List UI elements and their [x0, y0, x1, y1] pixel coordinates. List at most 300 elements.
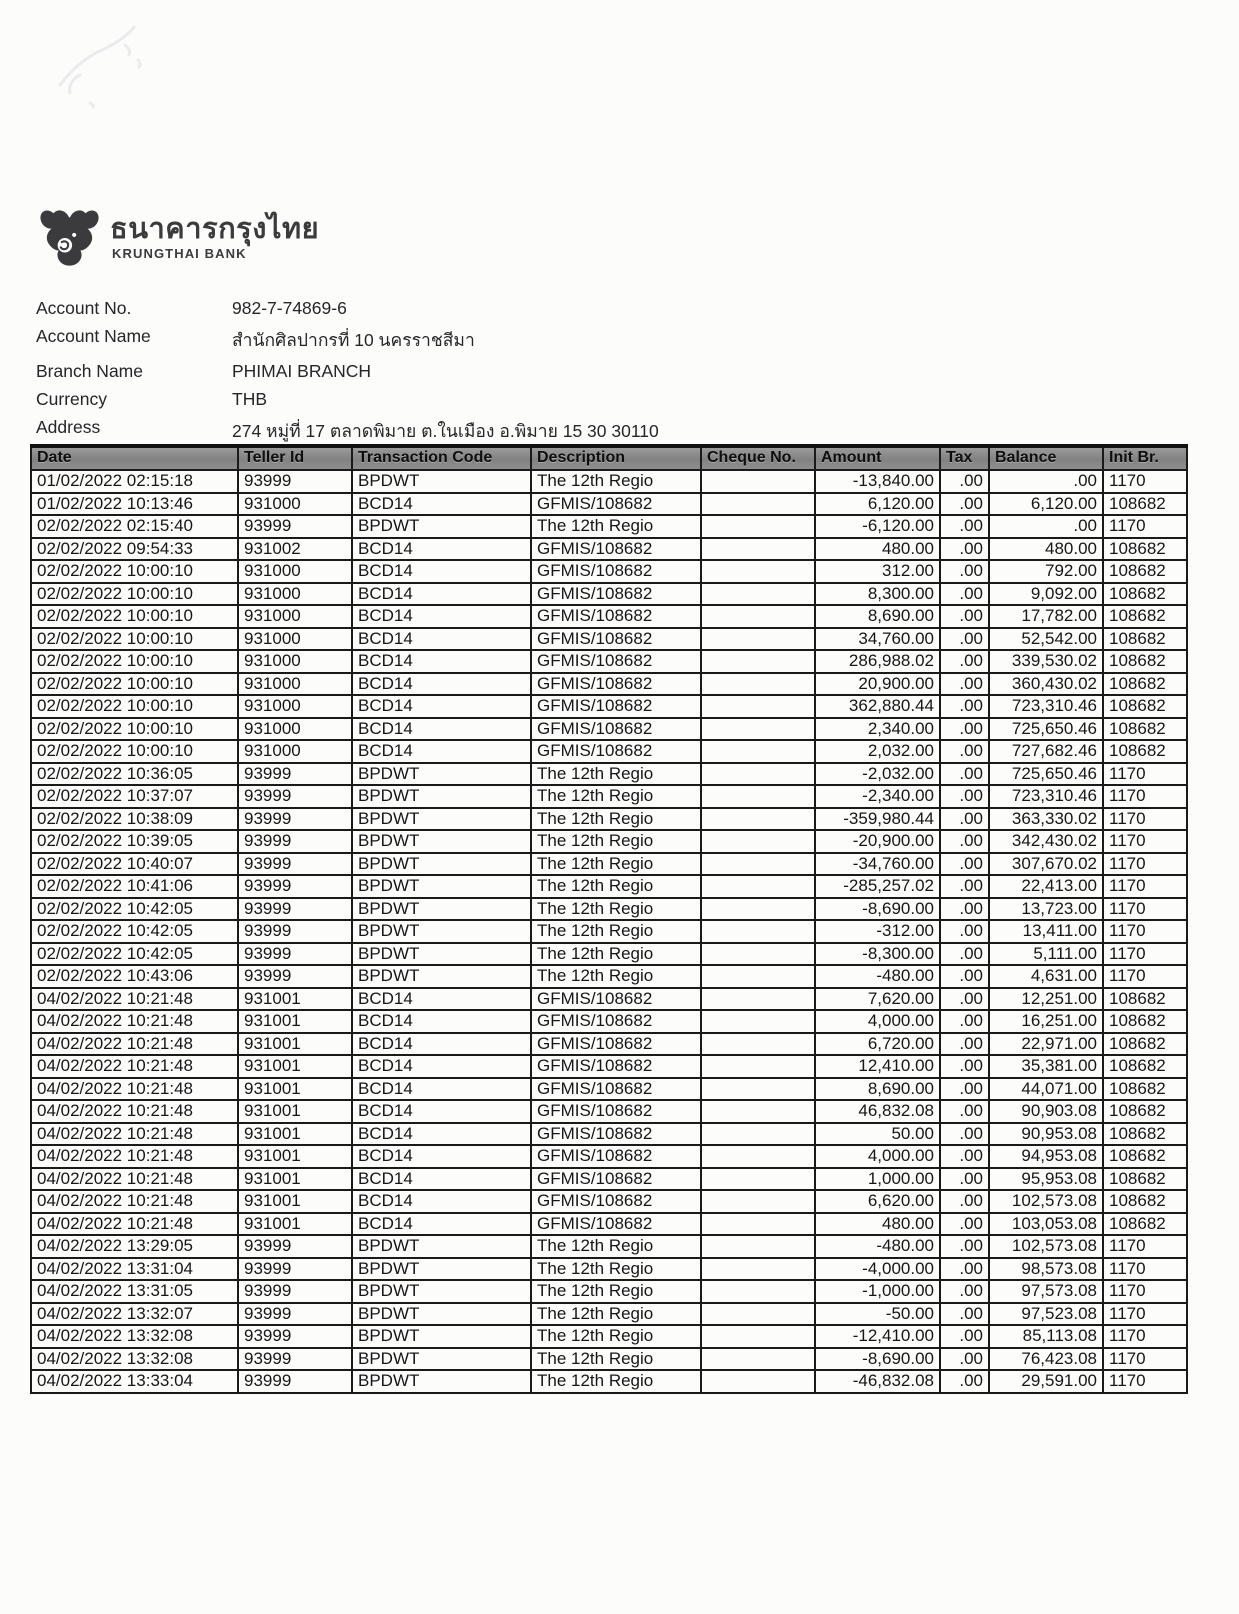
cell-cheque-no: [701, 695, 815, 718]
cell-transaction-code: BCD14: [352, 1213, 531, 1236]
cell-teller-id: 93999: [238, 898, 352, 921]
cell-teller-id: 93999: [238, 875, 352, 898]
cell-date: 04/02/2022 10:21:48: [31, 1010, 238, 1033]
cell-description: GFMIS/108682: [531, 1010, 701, 1033]
address-label: Address: [36, 417, 101, 437]
table-row: [31, 785, 1187, 808]
branch-name-value: PHIMAI BRANCH: [232, 361, 372, 381]
cell-balance: 9,092.00: [989, 583, 1103, 606]
cell-date: 02/02/2022 10:39:05: [31, 830, 238, 853]
cell-teller-id: 931001: [238, 1123, 352, 1146]
cell-date: 04/02/2022 10:21:48: [31, 1033, 238, 1056]
cell-init-br: 1170: [1103, 1258, 1187, 1281]
cell-date: 02/02/2022 10:42:05: [31, 920, 238, 943]
cell-amount: 4,000.00: [815, 1010, 940, 1033]
pencil-scribble-mark: [30, 5, 210, 115]
cell-description: The 12th Regio: [531, 1258, 701, 1281]
cell-description: GFMIS/108682: [531, 493, 701, 516]
cell-amount: -8,690.00: [815, 1348, 940, 1371]
cell-tax: .00: [940, 673, 989, 696]
cell-amount: 8,690.00: [815, 1078, 940, 1101]
cell-date: 02/02/2022 10:00:10: [31, 650, 238, 673]
cell-teller-id: 931001: [238, 988, 352, 1011]
cell-description: The 12th Regio: [531, 808, 701, 831]
cell-amount: 6,120.00: [815, 493, 940, 516]
cell-tax: .00: [940, 628, 989, 651]
col-header-tax: Tax: [940, 446, 989, 470]
cell-amount: 2,340.00: [815, 718, 940, 741]
cell-init-br: 1170: [1103, 898, 1187, 921]
cell-date: 04/02/2022 10:21:48: [31, 1213, 238, 1236]
cell-transaction-code: BCD14: [352, 740, 531, 763]
cell-balance: 725,650.46: [989, 763, 1103, 786]
cell-balance: 29,591.00: [989, 1370, 1103, 1393]
cell-balance: 13,411.00: [989, 920, 1103, 943]
cell-date: 02/02/2022 10:00:10: [31, 628, 238, 651]
cell-teller-id: 93999: [238, 1325, 352, 1348]
cell-amount: -480.00: [815, 965, 940, 988]
cell-tax: .00: [940, 1100, 989, 1123]
krungthai-bird-logo-icon: [38, 205, 100, 269]
cell-balance: 725,650.46: [989, 718, 1103, 741]
cell-transaction-code: BPDWT: [352, 470, 531, 493]
col-header-init-br: Init Br.: [1103, 446, 1187, 470]
table-row: [31, 943, 1187, 966]
cell-teller-id: 931000: [238, 650, 352, 673]
cell-transaction-code: BCD14: [352, 1100, 531, 1123]
col-header-transaction-code: Transaction Code: [352, 446, 531, 470]
cell-amount: -6,120.00: [815, 515, 940, 538]
cell-description: GFMIS/108682: [531, 1168, 701, 1191]
cell-description: The 12th Regio: [531, 1303, 701, 1326]
cell-cheque-no: [701, 718, 815, 741]
cell-amount: 46,832.08: [815, 1100, 940, 1123]
cell-init-br: 108682: [1103, 1213, 1187, 1236]
cell-transaction-code: BCD14: [352, 1055, 531, 1078]
cell-tax: .00: [940, 1123, 989, 1146]
table-row: [31, 1348, 1187, 1371]
bank-name-english: KRUNGTHAI BANK: [112, 245, 247, 261]
cell-description: GFMIS/108682: [531, 538, 701, 561]
table-row: [31, 1213, 1187, 1236]
cell-transaction-code: BCD14: [352, 493, 531, 516]
cell-tax: .00: [940, 1010, 989, 1033]
table-row: [31, 1123, 1187, 1146]
cell-description: The 12th Regio: [531, 875, 701, 898]
table-row: [31, 1190, 1187, 1213]
cell-date: 02/02/2022 10:00:10: [31, 673, 238, 696]
cell-balance: 17,782.00: [989, 605, 1103, 628]
col-header-description: Description: [531, 446, 701, 470]
cell-teller-id: 931001: [238, 1010, 352, 1033]
cell-init-br: 1170: [1103, 853, 1187, 876]
cell-teller-id: 931000: [238, 673, 352, 696]
cell-date: 04/02/2022 13:32:08: [31, 1348, 238, 1371]
cell-balance: .00: [989, 470, 1103, 493]
cell-amount: -46,832.08: [815, 1370, 940, 1393]
table-row: [31, 560, 1187, 583]
account-no-value: 982-7-74869-6: [232, 298, 347, 318]
account-no-row: [36, 298, 1036, 319]
cell-tax: .00: [940, 1168, 989, 1191]
cell-tax: .00: [940, 695, 989, 718]
table-row: [31, 1010, 1187, 1033]
table-row: [31, 650, 1187, 673]
cell-amount: 312.00: [815, 560, 940, 583]
cell-cheque-no: [701, 1123, 815, 1146]
cell-date: 02/02/2022 02:15:40: [31, 515, 238, 538]
cell-tax: .00: [940, 1325, 989, 1348]
cell-balance: 342,430.02: [989, 830, 1103, 853]
cell-tax: .00: [940, 1190, 989, 1213]
table-row: [31, 1145, 1187, 1168]
cell-teller-id: 93999: [238, 1348, 352, 1371]
cell-teller-id: 931000: [238, 493, 352, 516]
cell-date: 02/02/2022 10:38:09: [31, 808, 238, 831]
cell-transaction-code: BCD14: [352, 1145, 531, 1168]
cell-tax: .00: [940, 1370, 989, 1393]
cell-cheque-no: [701, 1100, 815, 1123]
cell-amount: -480.00: [815, 1235, 940, 1258]
cell-amount: 50.00: [815, 1123, 940, 1146]
cell-teller-id: 93999: [238, 785, 352, 808]
cell-amount: 6,620.00: [815, 1190, 940, 1213]
cell-date: 04/02/2022 10:21:48: [31, 1190, 238, 1213]
cell-init-br: 1170: [1103, 830, 1187, 853]
cell-teller-id: 931001: [238, 1190, 352, 1213]
cell-transaction-code: BCD14: [352, 1190, 531, 1213]
cell-amount: 7,620.00: [815, 988, 940, 1011]
cell-amount: -359,980.44: [815, 808, 940, 831]
cell-init-br: 1170: [1103, 1348, 1187, 1371]
cell-cheque-no: [701, 830, 815, 853]
cell-amount: 8,300.00: [815, 583, 940, 606]
cell-date: 04/02/2022 10:21:48: [31, 1123, 238, 1146]
cell-description: GFMIS/108682: [531, 560, 701, 583]
cell-description: The 12th Regio: [531, 1325, 701, 1348]
cell-date: 02/02/2022 10:40:07: [31, 853, 238, 876]
cell-cheque-no: [701, 1033, 815, 1056]
cell-amount: -8,300.00: [815, 943, 940, 966]
cell-balance: 16,251.00: [989, 1010, 1103, 1033]
cell-cheque-no: [701, 875, 815, 898]
cell-init-br: 1170: [1103, 515, 1187, 538]
cell-amount: -2,032.00: [815, 763, 940, 786]
table-row: [31, 1055, 1187, 1078]
cell-transaction-code: BPDWT: [352, 1370, 531, 1393]
cell-balance: 6,120.00: [989, 493, 1103, 516]
cell-teller-id: 93999: [238, 943, 352, 966]
cell-tax: .00: [940, 740, 989, 763]
cell-transaction-code: BPDWT: [352, 1235, 531, 1258]
cell-amount: 34,760.00: [815, 628, 940, 651]
cell-description: The 12th Regio: [531, 1348, 701, 1371]
cell-init-br: 1170: [1103, 470, 1187, 493]
cell-description: The 12th Regio: [531, 898, 701, 921]
cell-amount: -285,257.02: [815, 875, 940, 898]
cell-tax: .00: [940, 1235, 989, 1258]
cell-description: The 12th Regio: [531, 1280, 701, 1303]
account-name-value: สำนักศิลปากรที่ 10 นครราชสีมา: [232, 330, 475, 350]
cell-cheque-no: [701, 1370, 815, 1393]
col-header-amount: Amount: [815, 446, 940, 470]
cell-balance: 13,723.00: [989, 898, 1103, 921]
table-row: [31, 920, 1187, 943]
cell-teller-id: 931000: [238, 718, 352, 741]
table-row: [31, 898, 1187, 921]
cell-teller-id: 93999: [238, 965, 352, 988]
account-name-row: [36, 326, 1036, 354]
cell-date: 04/02/2022 10:21:48: [31, 988, 238, 1011]
cell-init-br: 108682: [1103, 583, 1187, 606]
cell-teller-id: 93999: [238, 1235, 352, 1258]
cell-balance: 35,381.00: [989, 1055, 1103, 1078]
cell-description: GFMIS/108682: [531, 583, 701, 606]
cell-balance: 44,071.00: [989, 1078, 1103, 1101]
cell-cheque-no: [701, 1078, 815, 1101]
cell-cheque-no: [701, 673, 815, 696]
cell-balance: 22,971.00: [989, 1033, 1103, 1056]
address-row: [36, 417, 1036, 445]
cell-teller-id: 93999: [238, 920, 352, 943]
cell-tax: .00: [940, 493, 989, 516]
cell-init-br: 108682: [1103, 1055, 1187, 1078]
cell-transaction-code: BCD14: [352, 1123, 531, 1146]
cell-init-br: 108682: [1103, 695, 1187, 718]
currency-value: THB: [232, 389, 267, 409]
cell-transaction-code: BCD14: [352, 988, 531, 1011]
cell-amount: 12,410.00: [815, 1055, 940, 1078]
cell-cheque-no: [701, 1280, 815, 1303]
cell-description: GFMIS/108682: [531, 695, 701, 718]
cell-amount: 1,000.00: [815, 1168, 940, 1191]
cell-init-br: 108682: [1103, 1168, 1187, 1191]
bank-logo: [38, 205, 319, 269]
cell-description: GFMIS/108682: [531, 673, 701, 696]
cell-date: 02/02/2022 10:42:05: [31, 898, 238, 921]
cell-balance: 94,953.08: [989, 1145, 1103, 1168]
cell-teller-id: 93999: [238, 1280, 352, 1303]
cell-init-br: 108682: [1103, 718, 1187, 741]
cell-cheque-no: [701, 1145, 815, 1168]
cell-tax: .00: [940, 785, 989, 808]
col-header-balance: Balance: [989, 446, 1103, 470]
cell-cheque-no: [701, 920, 815, 943]
cell-balance: 98,573.08: [989, 1258, 1103, 1281]
cell-teller-id: 93999: [238, 515, 352, 538]
col-header-cheque-no: Cheque No.: [701, 446, 815, 470]
cell-teller-id: 931000: [238, 628, 352, 651]
table-row: [31, 1100, 1187, 1123]
cell-tax: .00: [940, 1145, 989, 1168]
cell-date: 04/02/2022 10:21:48: [31, 1078, 238, 1101]
cell-balance: 480.00: [989, 538, 1103, 561]
cell-transaction-code: BPDWT: [352, 853, 531, 876]
cell-teller-id: 931000: [238, 695, 352, 718]
table-row: [31, 808, 1187, 831]
cell-balance: 12,251.00: [989, 988, 1103, 1011]
bank-name-thai: ธนาคารกรุงไทย: [110, 212, 320, 245]
table-row: [31, 1258, 1187, 1281]
cell-description: GFMIS/108682: [531, 605, 701, 628]
cell-transaction-code: BPDWT: [352, 830, 531, 853]
cell-description: GFMIS/108682: [531, 988, 701, 1011]
cell-date: 02/02/2022 10:00:10: [31, 605, 238, 628]
cell-description: The 12th Regio: [531, 965, 701, 988]
table-row: [31, 583, 1187, 606]
cell-cheque-no: [701, 1325, 815, 1348]
cell-transaction-code: BPDWT: [352, 1280, 531, 1303]
cell-balance: 723,310.46: [989, 785, 1103, 808]
cell-date: 04/02/2022 13:32:08: [31, 1325, 238, 1348]
cell-init-br: 108682: [1103, 560, 1187, 583]
cell-description: GFMIS/108682: [531, 1213, 701, 1236]
cell-teller-id: 931001: [238, 1055, 352, 1078]
cell-cheque-no: [701, 943, 815, 966]
cell-init-br: 108682: [1103, 740, 1187, 763]
cell-teller-id: 931000: [238, 740, 352, 763]
table-row: [31, 1325, 1187, 1348]
cell-transaction-code: BCD14: [352, 673, 531, 696]
cell-amount: 480.00: [815, 1213, 940, 1236]
cell-description: The 12th Regio: [531, 1370, 701, 1393]
cell-init-br: 108682: [1103, 605, 1187, 628]
table-row: [31, 628, 1187, 651]
table-row: [31, 1078, 1187, 1101]
cell-date: 04/02/2022 10:21:48: [31, 1055, 238, 1078]
cell-init-br: 108682: [1103, 1033, 1187, 1056]
transactions-table-container: [30, 444, 1188, 1394]
cell-cheque-no: [701, 763, 815, 786]
cell-cheque-no: [701, 650, 815, 673]
cell-description: The 12th Regio: [531, 515, 701, 538]
cell-balance: 52,542.00: [989, 628, 1103, 651]
cell-tax: .00: [940, 515, 989, 538]
cell-tax: .00: [940, 650, 989, 673]
cell-cheque-no: [701, 493, 815, 516]
transactions-body: [31, 470, 1187, 1393]
cell-transaction-code: BPDWT: [352, 965, 531, 988]
cell-balance: 5,111.00: [989, 943, 1103, 966]
cell-init-br: 108682: [1103, 673, 1187, 696]
cell-init-br: 108682: [1103, 1190, 1187, 1213]
table-row: [31, 538, 1187, 561]
cell-date: 02/02/2022 10:43:06: [31, 965, 238, 988]
cell-teller-id: 93999: [238, 830, 352, 853]
cell-balance: 95,953.08: [989, 1168, 1103, 1191]
cell-teller-id: 93999: [238, 763, 352, 786]
cell-amount: -13,840.00: [815, 470, 940, 493]
cell-init-br: 108682: [1103, 1100, 1187, 1123]
table-row: [31, 853, 1187, 876]
address-value: 274 หมู่ที่ 17 ตลาดพิมาย ต.ในเมือง อ.พิมาย 15 30 30110: [232, 421, 659, 441]
cell-transaction-code: BCD14: [352, 560, 531, 583]
cell-date: 04/02/2022 13:32:07: [31, 1303, 238, 1326]
cell-cheque-no: [701, 1010, 815, 1033]
cell-balance: 85,113.08: [989, 1325, 1103, 1348]
cell-date: 04/02/2022 13:29:05: [31, 1235, 238, 1258]
cell-tax: .00: [940, 1348, 989, 1371]
cell-cheque-no: [701, 965, 815, 988]
currency-row: [36, 389, 1036, 410]
account-no-label: Account No.: [36, 298, 132, 318]
cell-tax: .00: [940, 808, 989, 831]
cell-balance: 792.00: [989, 560, 1103, 583]
cell-transaction-code: BPDWT: [352, 1348, 531, 1371]
cell-tax: .00: [940, 718, 989, 741]
cell-transaction-code: BPDWT: [352, 808, 531, 831]
cell-cheque-no: [701, 898, 815, 921]
cell-balance: 97,573.08: [989, 1280, 1103, 1303]
cell-date: 01/02/2022 02:15:18: [31, 470, 238, 493]
cell-amount: -312.00: [815, 920, 940, 943]
cell-teller-id: 93999: [238, 470, 352, 493]
cell-init-br: 108682: [1103, 650, 1187, 673]
cell-amount: 362,880.44: [815, 695, 940, 718]
cell-description: GFMIS/108682: [531, 650, 701, 673]
cell-tax: .00: [940, 1213, 989, 1236]
cell-init-br: 1170: [1103, 763, 1187, 786]
cell-amount: 480.00: [815, 538, 940, 561]
cell-teller-id: 931000: [238, 583, 352, 606]
cell-init-br: 108682: [1103, 538, 1187, 561]
cell-teller-id: 931000: [238, 560, 352, 583]
account-name-label: Account Name: [36, 326, 151, 346]
cell-cheque-no: [701, 515, 815, 538]
cell-tax: .00: [940, 943, 989, 966]
cell-init-br: 108682: [1103, 1145, 1187, 1168]
cell-balance: 102,573.08: [989, 1235, 1103, 1258]
cell-date: 04/02/2022 13:31:04: [31, 1258, 238, 1281]
cell-teller-id: 931001: [238, 1033, 352, 1056]
cell-description: GFMIS/108682: [531, 1078, 701, 1101]
cell-description: The 12th Regio: [531, 920, 701, 943]
cell-transaction-code: BCD14: [352, 1010, 531, 1033]
cell-cheque-no: [701, 470, 815, 493]
cell-balance: 363,330.02: [989, 808, 1103, 831]
cell-tax: .00: [940, 560, 989, 583]
cell-cheque-no: [701, 853, 815, 876]
cell-balance: .00: [989, 515, 1103, 538]
table-row: [31, 830, 1187, 853]
cell-balance: 22,413.00: [989, 875, 1103, 898]
cell-tax: .00: [940, 605, 989, 628]
cell-date: 04/02/2022 10:21:48: [31, 1168, 238, 1191]
cell-date: 04/02/2022 13:33:04: [31, 1370, 238, 1393]
cell-amount: -50.00: [815, 1303, 940, 1326]
cell-balance: 90,953.08: [989, 1123, 1103, 1146]
cell-init-br: 1170: [1103, 1325, 1187, 1348]
table-row: [31, 470, 1187, 493]
cell-teller-id: 931000: [238, 605, 352, 628]
cell-tax: .00: [940, 1033, 989, 1056]
cell-description: GFMIS/108682: [531, 628, 701, 651]
cell-description: GFMIS/108682: [531, 1055, 701, 1078]
cell-balance: 76,423.08: [989, 1348, 1103, 1371]
cell-cheque-no: [701, 538, 815, 561]
cell-transaction-code: BPDWT: [352, 920, 531, 943]
cell-description: GFMIS/108682: [531, 740, 701, 763]
cell-transaction-code: BCD14: [352, 628, 531, 651]
cell-description: GFMIS/108682: [531, 718, 701, 741]
cell-init-br: 108682: [1103, 1123, 1187, 1146]
cell-date: 04/02/2022 10:21:48: [31, 1100, 238, 1123]
cell-tax: .00: [940, 1078, 989, 1101]
account-info: [36, 298, 1036, 452]
table-row: [31, 965, 1187, 988]
cell-transaction-code: BCD14: [352, 650, 531, 673]
cell-balance: 90,903.08: [989, 1100, 1103, 1123]
